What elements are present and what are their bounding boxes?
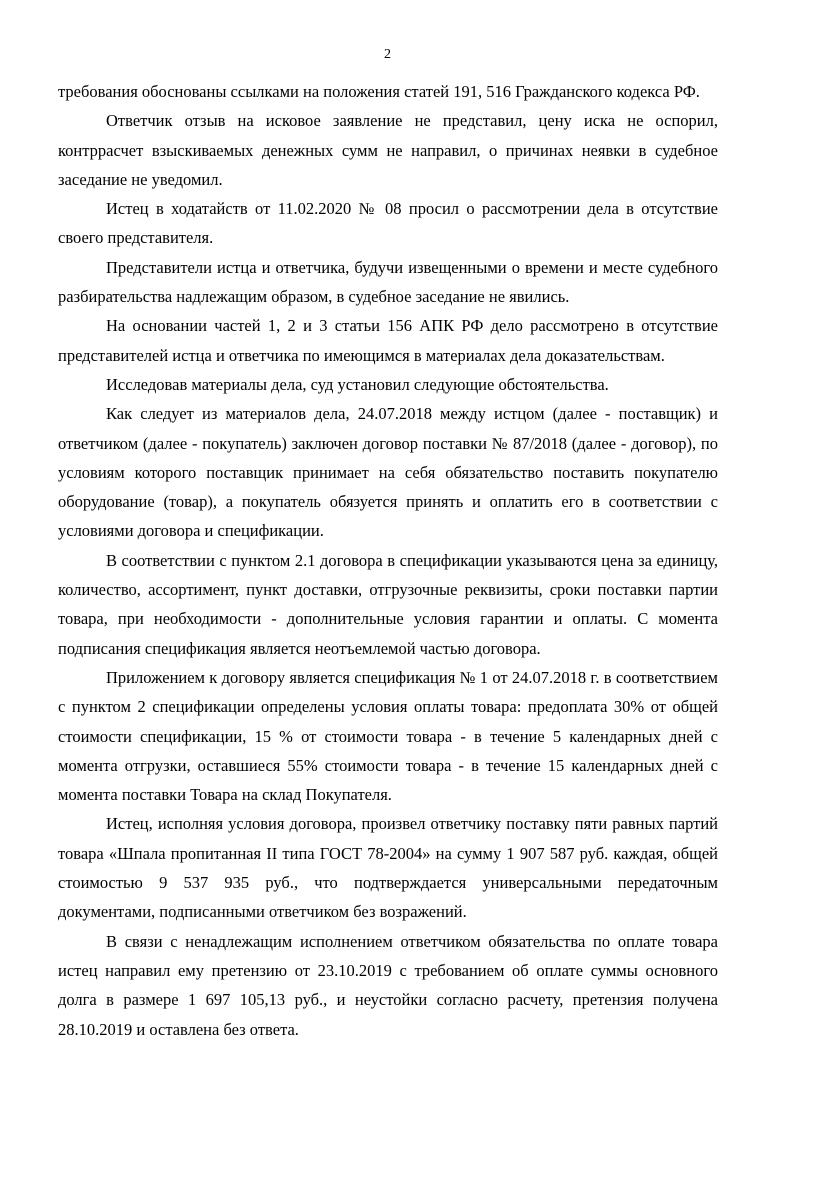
- paragraph-procedural-basis: На основании частей 1, 2 и 3 статьи 156 АПК РФ дело рассмотрено в отсутствие представителей истца и ответчика по имеющимся в материалах дела доказательствам.: [58, 316, 718, 365]
- paragraph-claim-sent: В связи с ненадлежащим исполнением ответчиком обязательства по оплате товара истец направил ему претензию от 23.10.2019 с требованием об оплате суммы основного долга в размере 1 697 105,13 руб., и неустойки согласно расчету, претензия получена 28.10.2019 и оставлена без ответа.: [58, 931, 718, 1039]
- paragraph-representatives-absent: Представители истца и ответчика, будучи извещенными о времени и месте судебного разбирательства надлежащим образом, в судебное заседание не явились.: [58, 257, 718, 307]
- paragraph-defendant-no-response: Ответчик отзыв на исковое заявление не представил, цену иска не оспорил, контррасчет взыскиваемых денежных сумм не направил, о причинах неявки в судебное заседание не уведомил.: [58, 111, 718, 189]
- paragraph-delivery-performed: Истец, исполняя условия договора, произвел ответчику поставку пяти равных партий товара «Шпала пропитанная II типа ГОСТ 78-2004» на сумму 1 907 587 руб. каждая, общей стоимостью 9 537 935 руб., что подтверждается универсальными передаточным документами, подписанными ответчиком без возражений.: [58, 814, 718, 922]
- document-body: [58, 77, 718, 1044]
- paragraph-payment-conditions: Приложением к договору является спецификация № 1 от 24.07.2018 г. в соответствием с пунктом 2 спецификации определены условия оплаты товара: предоплата 30% от общей стоимости спецификации, 15 % от стоимости товара - в течение 5 календарных дней с момента отгрузки, оставшиеся 55% стоимости товара - в течение 15 календарных дней с момента поставки Товара на склад Покупателя.: [58, 667, 718, 805]
- paragraph-plaintiff-motion: Истец в ходатайств от 11.02.2020 № 08 просил о рассмотрении дела в отсутствие своего представителя.: [58, 199, 718, 248]
- paragraph-court-findings-intro: Исследовав материалы дела, суд установил следующие обстоятельства.: [106, 374, 609, 394]
- paragraph-supply-contract: Как следует из материалов дела, 24.07.2018 между истцом (далее - поставщик) и ответчиком (далее - покупатель) заключен договор поставки № 87/2018 (далее - договор), по условиям которого поставщик принимает на себя обязательство поставить покупателю оборудование (товар), а покупатель обязуется принять и оплатить его в соответствии с условиями договора и спецификации.: [58, 404, 718, 541]
- paragraph-continuation: требования обоснованы ссылками на положения статей 191, 516 Гражданского кодекса РФ.: [58, 82, 700, 101]
- page-number: 2: [384, 47, 391, 62]
- paragraph-specification-terms: В соответствии с пунктом 2.1 договора в спецификации указываются цена за единицу, количество, ассортимент, пункт доставки, отгрузочные реквизиты, сроки поставки партии товара, при необходимости - дополнительные условия гарантии и оплаты. С момента подписания спецификация является неотъемлемой частью договора.: [58, 550, 718, 658]
